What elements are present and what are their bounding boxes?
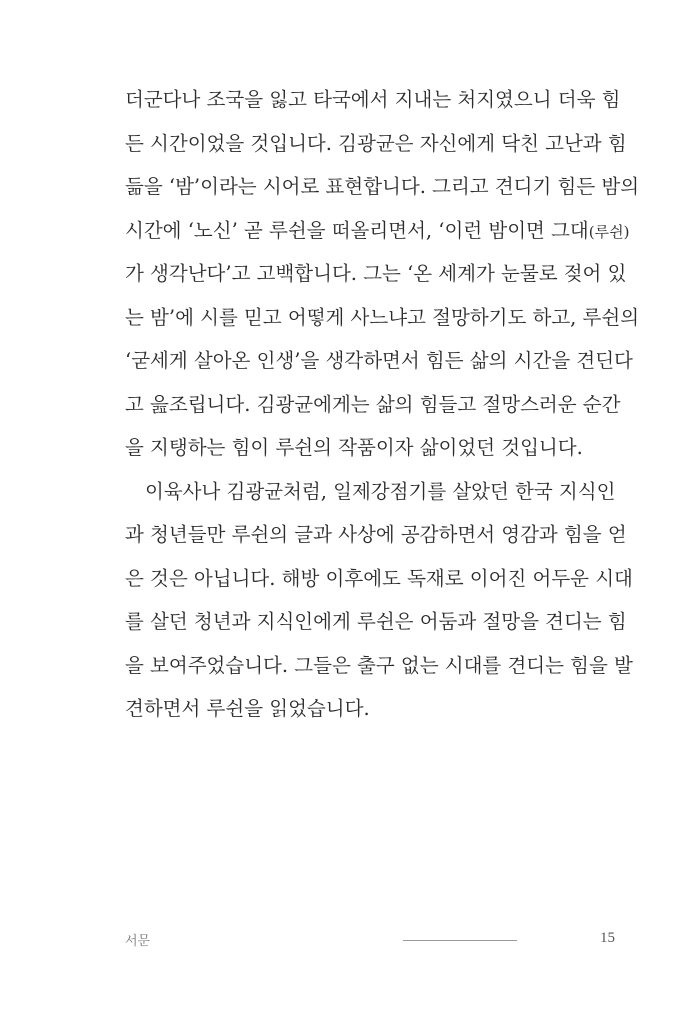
text-line: 가 생각난다’고 고백합니다. 그는 ‘온 세계가 눈물로 젖어 있 [125, 262, 627, 285]
text-line-main: 시간에 ‘노신’ 곧 루쉰을 떠올리면서, ‘이런 밤이면 그대 [125, 218, 589, 242]
text-line: 을 보여주었습니다. 그들은 출구 없는 시대를 견디는 힘을 발 [125, 653, 633, 677]
text-line: 을 지탱하는 힘이 루쉰의 작품이자 삶이었던 것입니다. [125, 436, 583, 459]
text-line: 든 시간이었을 것입니다. 김광균은 자신에게 닥친 고난과 힘 [125, 131, 627, 155]
text-line: 듦을 ‘밤’이라는 시어로 표현합니다. 그리고 견디기 힘든 밤의 [125, 175, 640, 198]
inline-note: (루쉰) [588, 222, 630, 241]
section-title: 서문 [125, 934, 151, 949]
body-text [125, 78, 640, 731]
text-line: 이육사나 김광균처럼, 일제강점기를 살았던 한국 지식인 [145, 479, 616, 503]
text-line: 은 것은 아닙니다. 해방 이후에도 독재로 이어진 어두운 시대 [125, 566, 633, 590]
text-line: 는 밤’에 시를 믿고 어떻게 사느냐고 절망하기도 하고, 루쉰의 [125, 305, 640, 329]
text-line: 더군다나 조국을 잃고 타국에서 지내는 처지였으니 더욱 힘 [125, 88, 621, 111]
text-line [125, 209, 630, 253]
text-line: ‘굳세게 살아온 인생’을 생각하면서 힘든 삶의 시간을 견딘다 [125, 349, 633, 372]
text-line: 를 살던 청년과 지식인에게 루쉰은 어둠과 절망을 견디는 힘 [125, 610, 627, 633]
footer-divider [403, 940, 517, 941]
page-footer [125, 930, 615, 950]
text-line: 과 청년들만 루쉰의 글과 사상에 공감하면서 영감과 힘을 얻 [125, 523, 627, 546]
page-number: 15 [600, 930, 615, 946]
text-line: 고 읊조립니다. 김광균에게는 삶의 힘들고 절망스러운 순간 [125, 392, 621, 416]
text-line: 견하면서 루쉰을 읽었습니다. [125, 697, 370, 720]
